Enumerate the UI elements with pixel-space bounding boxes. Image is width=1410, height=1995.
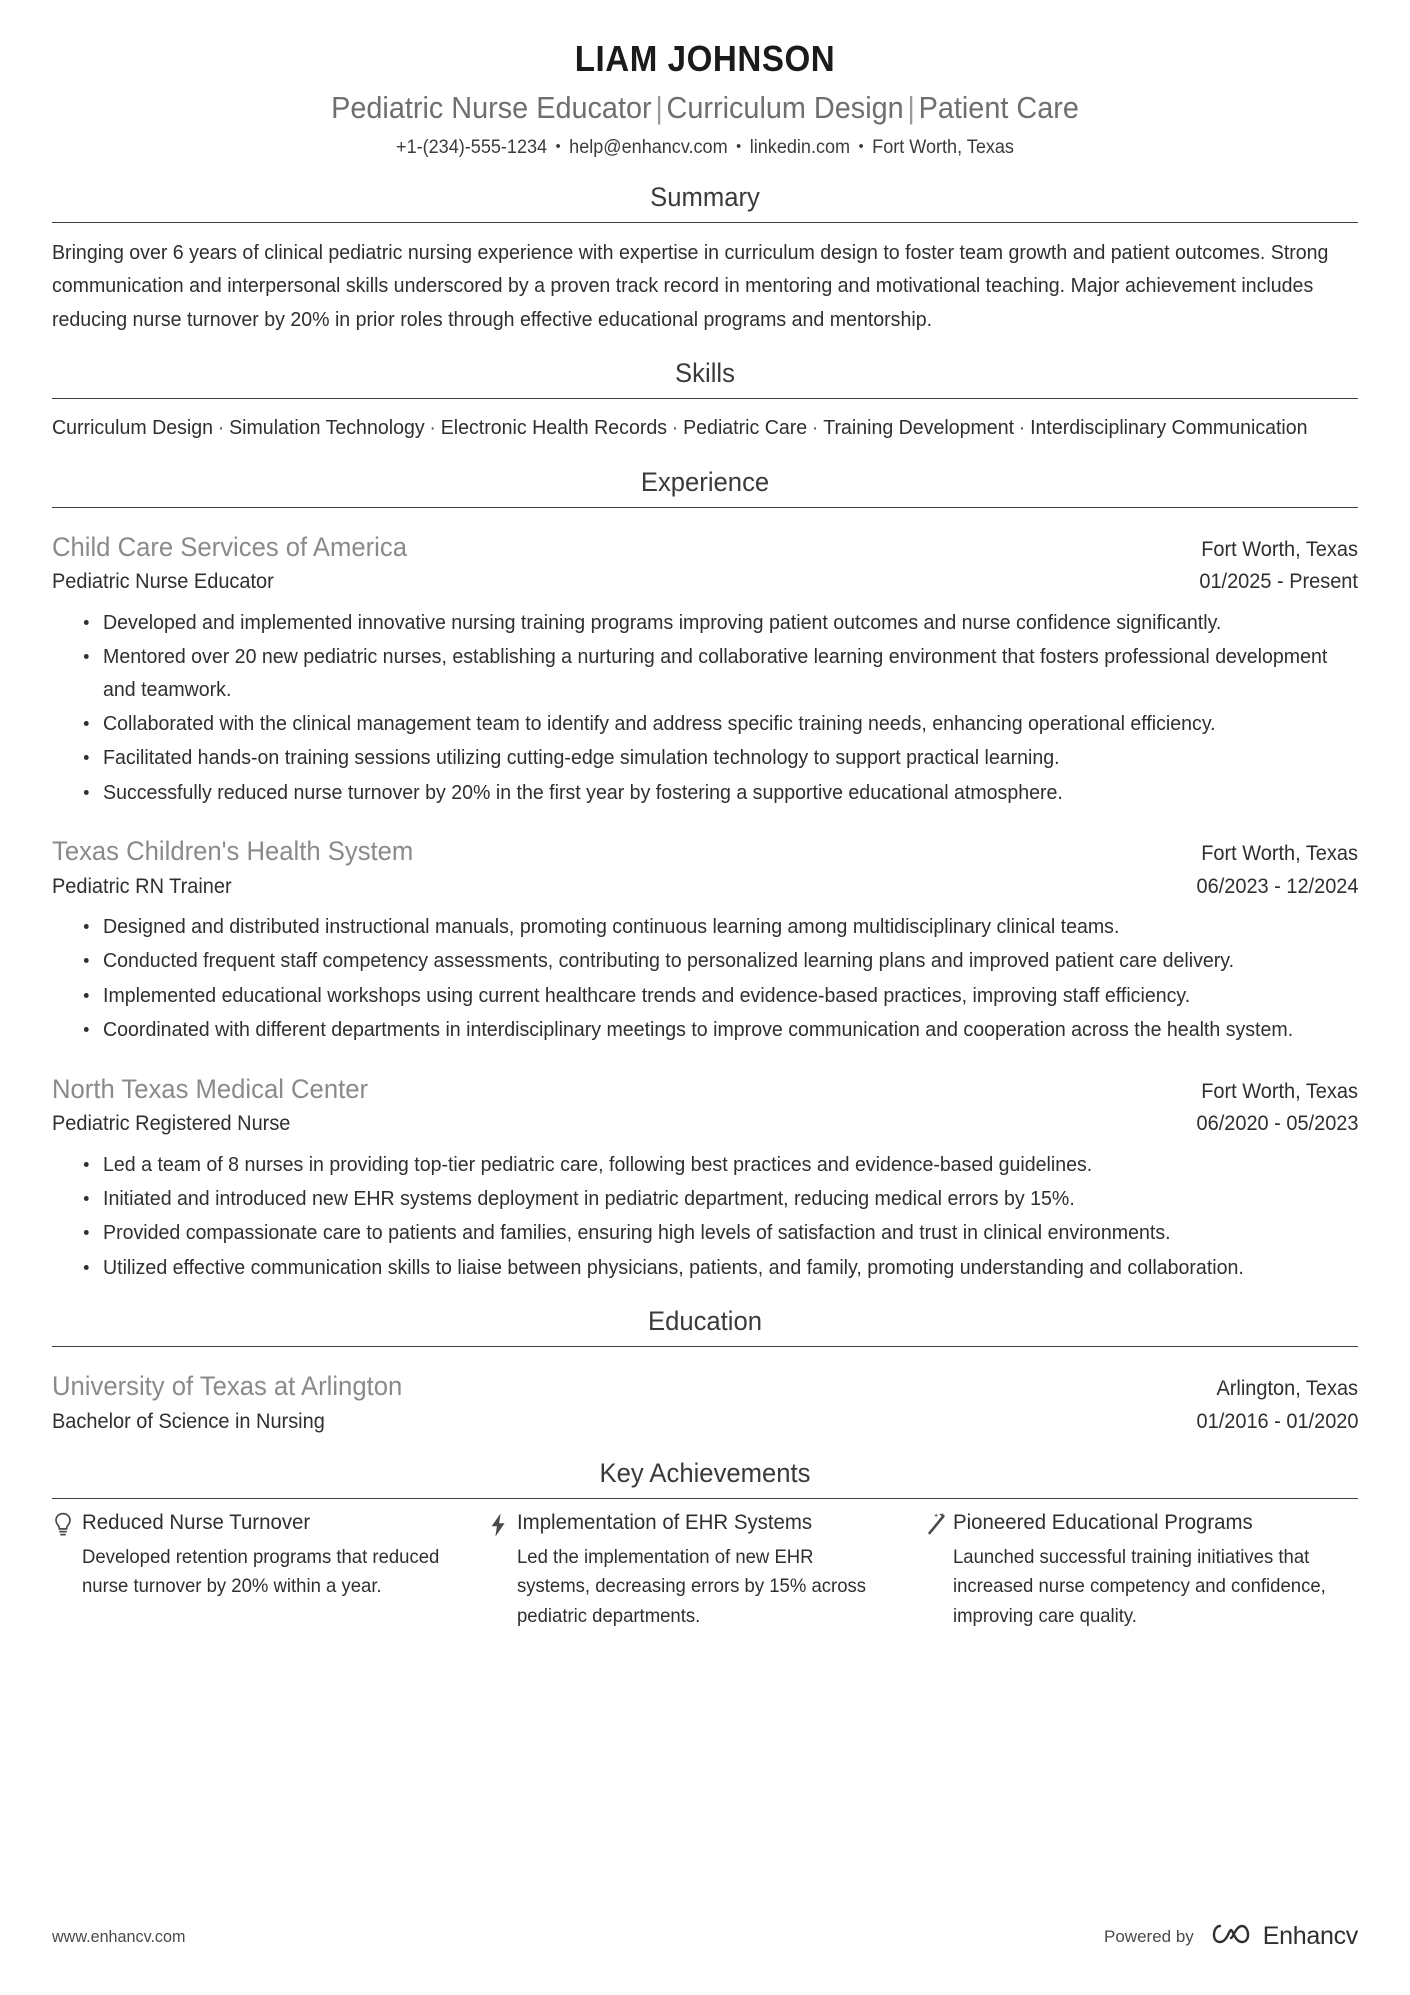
magic-wand-icon (923, 1509, 953, 1538)
entry-dates: 01/2025 - Present (1199, 570, 1358, 594)
headline-separator-2: | (907, 90, 915, 126)
headline-part-2: Curriculum Design (666, 90, 904, 126)
skill-separator: · (1018, 415, 1026, 439)
entry-subheader-row (52, 873, 1358, 901)
achievement-item (487, 1509, 922, 1631)
entry-location: Fort Worth, Texas (1201, 842, 1358, 866)
entry-bullet: Initiated and introduced new EHR systems deployment in pediatric department, reducing medical errors by 15%. (82, 1183, 1355, 1215)
skill-item: Interdisciplinary Communication (1030, 415, 1308, 439)
section-skills (52, 358, 1358, 445)
entry-dates: 06/2023 - 12/2024 (1196, 874, 1358, 898)
entry-bullet-list (52, 1149, 1358, 1285)
section-education (52, 1306, 1358, 1436)
entry-bullet: Collaborated with the clinical management team to identify and address specific training needs, enhancing operational efficiency. (82, 708, 1355, 740)
education-entries (52, 1347, 1358, 1436)
headline-part-1: Pediatric Nurse Educator (331, 90, 652, 126)
achievement-description: Led the implementation of new EHR systems, decreasing errors by 15% across pediatric departments. (517, 1546, 867, 1627)
entry-bullet: Developed and implemented innovative nursing training programs improving patient outcomes and nurse confidence significantly. (82, 607, 1355, 639)
section-title-skills: Skills (675, 357, 735, 388)
entry-organization: Child Care Services of America (52, 531, 407, 562)
entry-role: Pediatric RN Trainer (52, 874, 232, 898)
entry-bullet: Conducted frequent staff competency assessments, contributing to personalized learning plans and improved patient care delivery. (82, 945, 1355, 977)
experience-entries (52, 508, 1358, 1285)
entry-bullet: Led a team of 8 nurses in providing top-tier pediatric care, following best practices and evidence-based guidelines. (82, 1149, 1355, 1181)
enhancv-logo-icon (1208, 1920, 1254, 1953)
entry-header-row (52, 835, 1358, 869)
entry-bullet: Implemented educational workshops using current healthcare trends and evidence-based practices, improving staff efficiency. (82, 980, 1355, 1012)
skill-separator: · (671, 415, 679, 439)
headline-separator-1: | (655, 90, 663, 126)
entry-header-row (52, 1370, 1358, 1404)
skill-separator: · (429, 415, 436, 439)
entry-subheader-row (52, 568, 1358, 596)
candidate-headline (98, 89, 1313, 126)
enhancv-brand-name: Enhancv (1262, 1922, 1358, 1950)
resume-entry (52, 1370, 1358, 1436)
skill-item: Pediatric Care (683, 415, 808, 439)
skill-separator: · (811, 415, 819, 439)
contact-email[interactable]: help@enhancv.com (569, 136, 728, 158)
contact-separator-3: • (858, 137, 864, 155)
entry-role: Bachelor of Science in Nursing (52, 1409, 325, 1433)
candidate-name: LIAM JOHNSON (574, 38, 836, 79)
contact-separator-2: • (736, 137, 742, 155)
entry-location: Arlington, Texas (1216, 1377, 1358, 1401)
footer-url[interactable]: www.enhancv.com (52, 1926, 186, 1946)
resume-entry (52, 835, 1358, 1047)
achievement-body (517, 1509, 892, 1631)
entry-bullet: Designed and distributed instructional manuals, promoting continuous learning among multidisciplinary clinical teams. (82, 911, 1355, 943)
entry-dates: 01/2016 - 01/2020 (1196, 1409, 1358, 1433)
section-title-key-achievements: Key Achievements (599, 1458, 811, 1489)
section-summary (52, 182, 1358, 336)
resume-entry (52, 1073, 1358, 1285)
achievement-body (82, 1509, 457, 1601)
achievements-grid (52, 1499, 1358, 1631)
entry-header-row (52, 531, 1358, 565)
section-title-summary: Summary (650, 182, 760, 213)
powered-by-label: Powered by (1104, 1926, 1194, 1946)
skill-separator: · (217, 415, 225, 439)
lightbulb-icon (52, 1509, 82, 1538)
contact-linkedin[interactable]: linkedin.com (749, 136, 851, 158)
entry-bullet: Mentored over 20 new pediatric nurses, establishing a nurturing and collaborative learning environment that fosters professional development and teamwork. (82, 641, 1355, 706)
enhancv-brand (1208, 1920, 1358, 1953)
entry-bullet: Provided compassionate care to patients and families, ensuring high levels of satisfaction and trust in clinical environments. (82, 1217, 1355, 1249)
resume-entry (52, 531, 1358, 809)
entry-organization: North Texas Medical Center (52, 1073, 369, 1104)
entry-subheader-row (52, 1110, 1358, 1138)
achievement-description: Launched successful training initiatives that increased nurse competency and confidence, improving care quality. (952, 1546, 1326, 1627)
entry-organization: University of Texas at Arlington (52, 1371, 403, 1402)
achievement-item (52, 1509, 487, 1631)
lightning-bolt-icon (487, 1509, 517, 1538)
entry-bullet: Coordinated with different departments in interdisciplinary meetings to improve communication and cooperation across the health system. (82, 1014, 1355, 1046)
entry-location: Fort Worth, Texas (1201, 1079, 1358, 1103)
entry-header-row (52, 1073, 1358, 1107)
section-title-education: Education (647, 1306, 763, 1337)
entry-role: Pediatric Nurse Educator (52, 570, 274, 594)
resume-header (52, 28, 1358, 160)
section-title-experience: Experience (640, 466, 770, 497)
entry-bullet: Successfully reduced nurse turnover by 20% in the first year by fostering a supportive educational atmosphere. (82, 777, 1355, 809)
section-experience (52, 467, 1358, 1285)
section-key-achievements (52, 1458, 1358, 1631)
entry-bullet-list (52, 911, 1358, 1047)
entry-bullet: Facilitated hands-on training sessions utilizing cutting-edge simulation technology to support practical learning. (82, 742, 1355, 774)
entry-dates: 06/2020 - 05/2023 (1196, 1112, 1358, 1136)
summary-text: Bringing over 6 years of clinical pediatric nursing experience with expertise in curriculum design to foster team growth and patient outcomes. Strong communication and interpersonal skills underscored by a proven track record in mentoring and motivational teaching. Major achievement includes reducing nurse turnover by 20% in prior roles through effective educational programs and mentorship. (52, 241, 1329, 331)
contact-line (85, 136, 1326, 161)
achievement-body (953, 1509, 1328, 1631)
entry-role: Pediatric Registered Nurse (52, 1112, 291, 1136)
contact-phone: +1-(234)-555-1234 (396, 136, 548, 158)
entry-bullet-list (52, 607, 1358, 809)
skills-list (52, 412, 1355, 445)
achievement-title: Reduced Nurse Turnover (82, 1510, 311, 1535)
entry-bullet: Utilized effective communication skills to liaise between physicians, patients, and family, promoting understanding and collaboration. (82, 1252, 1355, 1284)
achievement-description: Developed retention programs that reduced nurse turnover by 20% within a year. (82, 1546, 440, 1598)
achievement-title: Implementation of EHR Systems (517, 1510, 813, 1535)
contact-separator-1: • (555, 137, 561, 155)
achievement-title: Pioneered Educational Programs (952, 1510, 1253, 1535)
entry-location: Fort Worth, Texas (1201, 537, 1358, 561)
skill-item: Simulation Technology (229, 415, 425, 439)
resume-footer (52, 1920, 1358, 1953)
achievement-item (923, 1509, 1358, 1631)
entry-organization: Texas Children's Health System (52, 836, 414, 867)
contact-location: Fort Worth, Texas (872, 136, 1014, 158)
entry-subheader-row (52, 1408, 1358, 1436)
skill-item: Curriculum Design (52, 415, 214, 439)
headline-part-3: Patient Care (918, 90, 1079, 126)
skill-item: Electronic Health Records (440, 415, 668, 439)
skill-item: Training Development (823, 415, 1015, 439)
